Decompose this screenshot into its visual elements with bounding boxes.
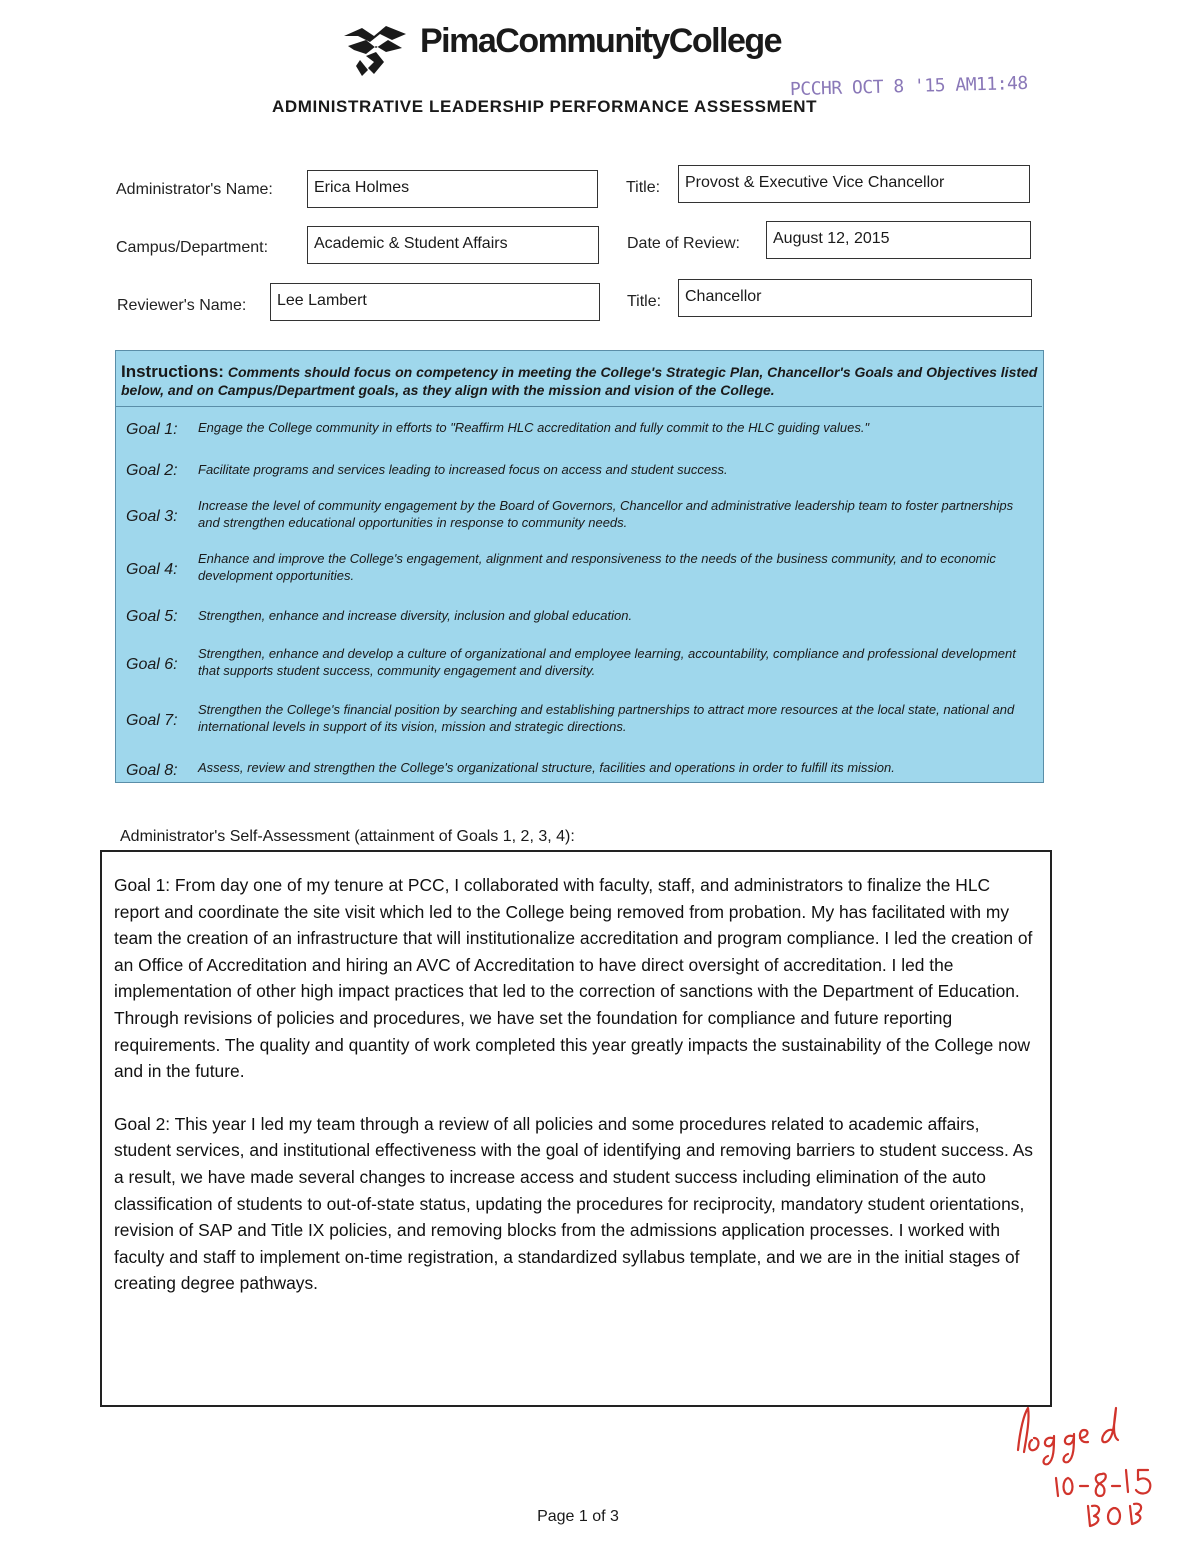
self-assessment-label: Administrator's Self-Assessment (attainment of Goals 1, 2, 3, 4): xyxy=(120,828,575,845)
reviewer-title-field[interactable]: Chancellor xyxy=(678,279,1032,317)
instructions-label: Instructions: xyxy=(121,362,224,381)
date-of-review-label: Date of Review: xyxy=(627,235,740,252)
goal-text: Facilitate programs and services leading to increased focus on access and student success. xyxy=(198,462,728,477)
received-stamp: PCCHR OCT 8 '15 AM11:48 xyxy=(789,72,1028,101)
campus-label: Campus/Department: xyxy=(116,239,269,256)
pima-logo-icon xyxy=(340,22,410,78)
instructions-header xyxy=(116,351,1042,407)
goal-label: Goal 3: xyxy=(126,508,178,525)
goal-text: Enhance and improve the College's engagement, alignment and responsiveness to the needs of the business community, and to economic development opportunities. xyxy=(198,551,996,583)
page-number: Page 1 of 3 xyxy=(537,1508,619,1525)
admin-name-field[interactable]: Erica Holmes xyxy=(307,170,598,208)
goal-label: Goal 6: xyxy=(126,656,178,673)
handwritten-logged-note xyxy=(1008,1400,1183,1530)
instructions-text: Comments should focus on competency in meeting the College's Strategic Plan, Chancellor's Goals and Objectives listed below, and on Campus/Department goals, as they align with the mission and vision of the College. xyxy=(121,364,1038,398)
instructions-panel xyxy=(115,350,1044,783)
admin-title-label: Title: xyxy=(626,179,661,196)
reviewer-title-label: Title: xyxy=(627,293,662,310)
goal-text: Assess, review and strengthen the College's organizational structure, facilities and operations in order to fulfill its mission. xyxy=(198,760,895,775)
admin-name-label: Administrator's Name: xyxy=(116,181,273,198)
self-assessment-box[interactable] xyxy=(100,850,1052,1407)
goal-label: Goal 2: xyxy=(126,462,178,479)
admin-title-field[interactable]: Provost & Executive Vice Chancellor xyxy=(678,165,1030,203)
goal-label: Goal 1: xyxy=(126,421,178,438)
reviewer-name-field[interactable]: Lee Lambert xyxy=(270,283,600,321)
goal-text: Strengthen the College's financial position by searching and establishing partnerships to attract more resources at the local state, national and international levels in support of its vision, mission and strategic directions. xyxy=(198,702,1015,734)
goal-text: Increase the level of community engagement by the Board of Governors, Chancellor and administrative leadership team to foster partnerships and strengthen educational opportunities in response to community needs. xyxy=(198,498,1014,530)
goal-label: Goal 4: xyxy=(126,561,178,578)
self-assessment-paragraph: Goal 2: This year I led my team through a review of all policies and some procedures related to academic affairs, student services, and institutional effectiveness with the goal of identifying and removing barriers to student success. As a result, we have made several changes to increase access and student success including elimination of the auto classification of students to out-of-state status, updating the procedures for reciprocity, mandatory student orientations, revision of SAP and Title IX policies, and removing blocks from the admissions application processes. I worked with faculty and staff to implement on-time registration, a standardized syllabus template, and we are in the initial stages of creating degree pathways. xyxy=(114,1113,1033,1294)
goal-text: Engage the College community in efforts to "Reaffirm HLC accreditation and fully commit to the HLC guiding values." xyxy=(198,420,870,435)
goal-text: Strengthen, enhance and increase diversity, inclusion and global education. xyxy=(198,608,633,623)
form-title: ADMINISTRATIVE LEADERSHIP PERFORMANCE ASSESSMENT xyxy=(272,97,818,116)
goal-label: Goal 8: xyxy=(126,762,178,779)
date-of-review-field[interactable]: August 12, 2015 xyxy=(766,221,1031,259)
campus-field[interactable]: Academic & Student Affairs xyxy=(307,226,599,264)
self-assessment-paragraph: Goal 1: From day one of my tenure at PCC, I collaborated with faculty, staff, and administrators to finalize the HLC report and coordinate the site visit which led to the College being removed from probation. My has facilitated with my team the creation of an infrastructure that will institutionalize accreditation and program compliance. I led the creation of an Office of Accreditation and hiring an AVC of Accreditation to have direct oversight of accreditation. I led the implementation of other high impact practices that led to the correction of sanctions with the Department of Education. Through revisions of policies and procedures, we have set the foundation for compliance and future reporting requirements. The quality and quantity of work completed this year greatly impacts the sustainability of the College now and in the future. xyxy=(114,875,1033,1082)
college-name: PimaCommunityCollege xyxy=(420,22,782,60)
reviewer-name-label: Reviewer's Name: xyxy=(117,297,247,314)
goal-label: Goal 7: xyxy=(126,712,178,729)
goal-label: Goal 5: xyxy=(126,608,178,625)
goal-text: Strengthen, enhance and develop a culture of organizational and employee learning, accountability, compliance and professional development that supports student success, community engagement and diversity. xyxy=(198,646,1016,678)
